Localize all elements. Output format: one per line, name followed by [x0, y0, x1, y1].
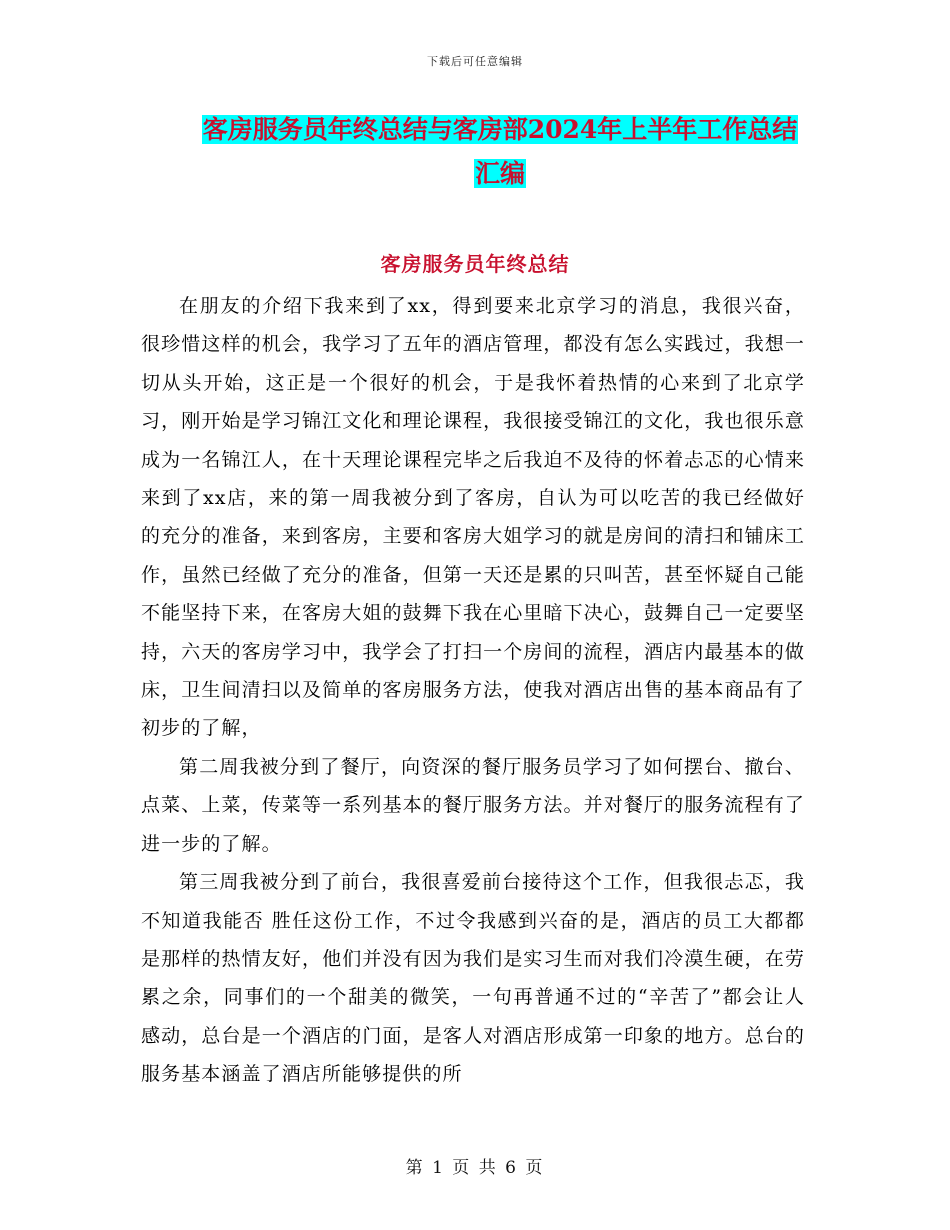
- body-paragraph: 在朋友的介绍下我来到了xx，得到要来北京学习的消息，我很兴奋，很珍惜这样的机会，我学习了五年的酒店管理，都没有怎么实践过，我想一切从头开始，这正是一个很好的机会，于是我怀着热情的心来到了北京学习，刚开始是学习锦江文化和理论课程，我很接受锦江的文化，我也很乐意成为一名锦江人，在十天理论课程完毕之后我迫不及待的怀着忐忑的心情来来到了xx店，来的第一周我被分到了客房，自认为可以吃苦的我已经做好的充分的准备，来到客房，主要和客房大姐学习的就是房间的清扫和铺床工作，虽然已经做了充分的准备，但第一天还是累的只叫苦，甚至怀疑自己能不能坚持下来，在客房大姐的鼓舞下我在心里暗下决心，鼓舞自己一定要坚持，六天的客房学习中，我学会了打扫一个房间的流程，酒店内最基本的做床，卫生间清扫以及简单的客房服务方法，使我对酒店出售的基本商品有了初步的了解，: [141, 295, 805, 740]
- document-title-line-2: 汇编: [474, 159, 525, 188]
- header-note: 下载后可任意编辑: [427, 55, 523, 68]
- body-paragraph: 第三周我被分到了前台，我很喜爱前台接待这个工作，但我很忐忑，我不知道我能否 胜任这份工作，不过令我感到兴奋的是，酒店的员工大都都是那样的热情友好，他们并没有因为我们是实习生而对我们冷漠生硬，在劳累之余，同事们的一个甜美的微笑，一句再普通不过的“辛苦了”都会让人感动，总台是一个酒店的门面，是客人对酒店形成第一印象的地方。总台的服务基本涵盖了酒店所能够提供的所: [141, 871, 805, 1086]
- section-title: 客房服务员年终总结: [380, 252, 570, 276]
- document-title: [140, 108, 860, 196]
- document-title-line-1: 客房服务员年终总结与客房部2024年上半年工作总结: [202, 115, 798, 144]
- page-number-footer: 第 1 页 共 6 页: [405, 1158, 545, 1178]
- document-body: [141, 287, 805, 1094]
- body-paragraph: 第二周我被分到了餐厅，向资深的餐厅服务员学习了如何摆台、撤台、点菜、上菜，传菜等一系列基本的餐厅服务方法。并对餐厅的服务流程有了进一步的了解。: [141, 755, 805, 855]
